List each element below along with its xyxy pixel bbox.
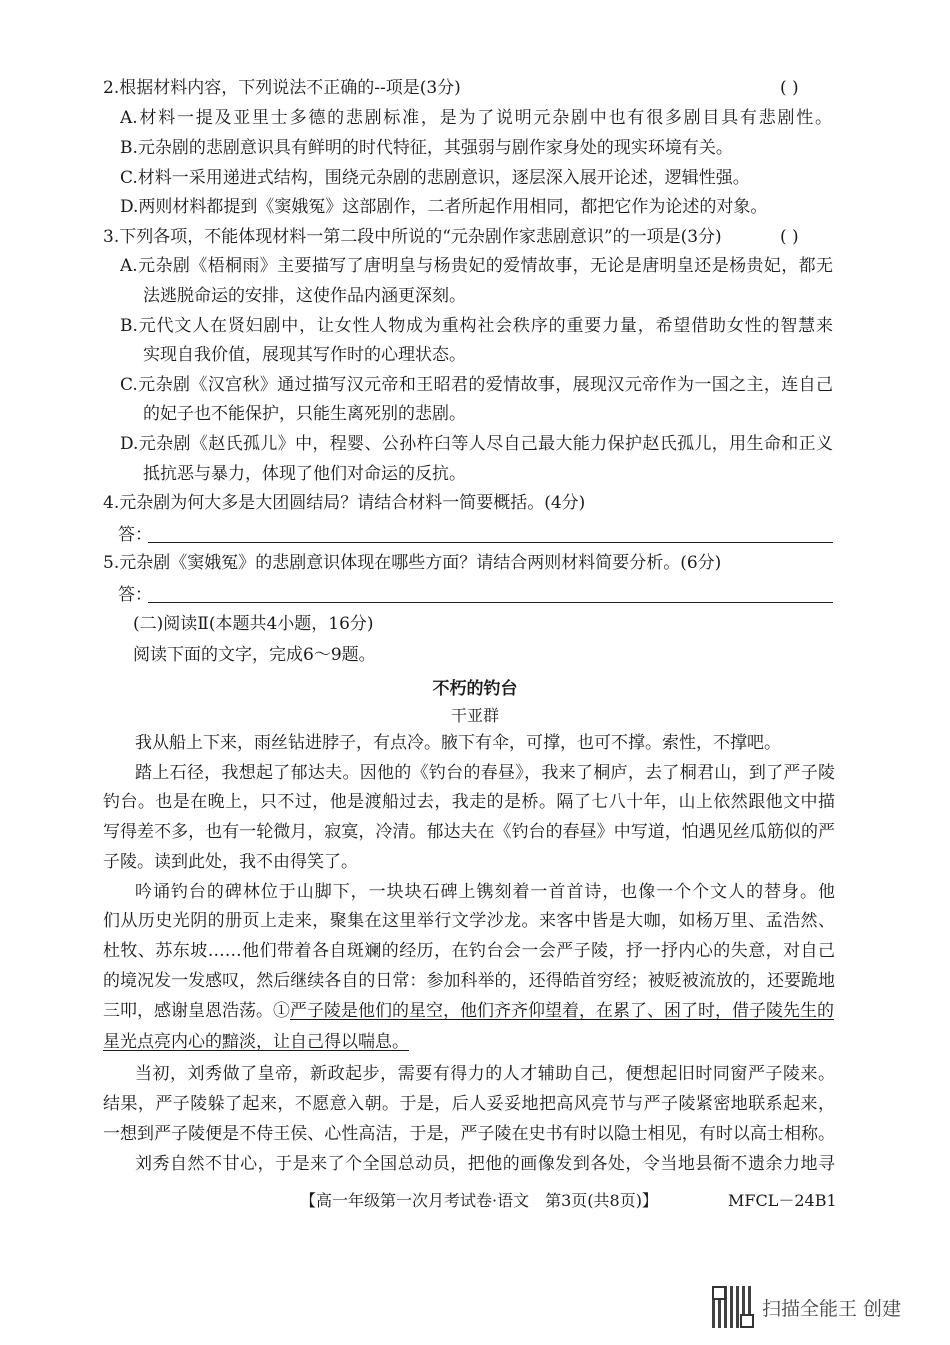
qr-code-icon [712,1286,754,1328]
question-4-answer-label: 答： [118,525,152,545]
question-3-stem: 3.下列各项，不能体现材料一第二段中所说的“元杂剧作家悲剧意识”的一项是(3分) [103,227,722,247]
question-2-stem: 2.根据材料内容，下列说法不正确的--项是(3分) [103,78,461,98]
question-4-stem: 4.元杂剧为何大多是大团圆结局？请结合材料一简要概括。(4分) [103,493,586,513]
question-3-option-b-cont: 实现自我价值，展现其写作时的心理状态。 [143,345,466,365]
underlined-sentence-1: 严子陵是他们的星空，他们齐齐仰望着，在累了、困了时，借子陵先生的 [290,1001,834,1021]
question-2-option-c: C.材料一采用递进式结构，围绕元杂剧的悲剧意识，逐层深入展开论述，逻辑性强。 [120,168,750,188]
question-2-option-d: D.两则材料都提到《窦娥冤》这部剧作，二者所起作用相同，都把它作为论述的对象。 [120,197,768,217]
question-3-option-d: D.元杂剧《赵氏孤儿》中，程婴、公孙杵臼等人尽自己最大能力保护赵氏孤儿，用生命和正义 [120,434,833,454]
question-3-option-a-cont: 法逃脱命运的安排，这使作品内涵更深刻。 [143,286,466,306]
page-footer: 【高一年级第一次月考试卷·语文 第3页(共8页)】 [300,1191,658,1210]
passage-title: 不朽的钓台 [432,679,518,699]
scanner-watermark [712,1286,901,1328]
question-2-answer-paren[interactable]: ( ) [780,78,799,98]
passage-paragraph-1: 我从船上下来，雨丝钻进脖子，有点冷。腋下有伞，可撑，也可不撑。索性，不撑吧。 [135,733,781,753]
passage-paragraph-2-line: 钓台。也是在晚上，只不过，他是渡船过去，我走的是桥。隔了七八十年，山上依然跟他文中描 [103,792,835,812]
passage-paragraph-3-line: 的境况发一发感叹，然后继续各自的日常：参加科举的，还得皓首穷经；被贬被流放的，还要跪地 [103,971,835,991]
passage-paragraph-5-line: 刘秀自然不甘心，于是来了个全国总动员，把他的画像发到各处，令当地县衙不遗余力地寻 [135,1154,835,1174]
passage-paragraph-3-line: 杜牧、苏东坡……他们带着各自斑斓的经历，在钓台会一会严子陵，抒一抒内心的失意，对自己 [103,941,835,961]
question-5-answer-label: 答： [118,585,152,605]
question-3-option-c: C.元杂剧《汉宫秋》通过描写汉元帝和王昭君的爱情故事，展现汉元帝作为一国之主，连自己 [120,375,833,395]
passage-paragraph-3-line: 们从历史光阴的册页上走来，聚集在这里举行文学沙龙。来客中皆是大咖，如杨万里、孟浩然、 [103,911,835,931]
section-heading: (二)阅读Ⅱ(本题共4小题，16分) [133,614,374,634]
question-5-answer-field[interactable] [148,602,833,603]
question-3-option-c-cont: 的妃子也不能保护，只能生离死别的悲剧。 [143,404,466,424]
passage-paragraph-2-line: 踏上石径，我想起了郁达夫。因他的《钓台的春昼》，我来了桐庐，去了桐君山，到了严子陵 [135,763,835,783]
passage-paragraph-3-line [103,1000,834,1022]
question-3-option-a: A.元杂剧《梧桐雨》主要描写了唐明皇与杨贵妃的爱情故事，无论是唐明皇还是杨贵妃，都无 [120,256,833,276]
passage-text: 三叩，感谢皇恩浩荡。① [103,1001,290,1021]
question-3-answer-paren[interactable]: ( ) [780,227,799,247]
passage-paragraph-2-line: 子陵。读到此处，我不由得笑了。 [103,852,358,872]
passage-paragraph-4-line: 当初，刘秀做了皇帝，新政起步，需要有得力的人才辅助自己，便想起旧时同窗严子陵来。 [135,1064,835,1084]
section-instruction: 阅读下面的文字，完成6～9题。 [133,645,376,665]
question-3-option-d-cont: 抵抗恶与暴力，体现了他们对命运的反抗。 [143,464,466,484]
passage-paragraph-4-line: 结果，严子陵躲了起来，不愿意入朝。于是，后人妥妥地把高风亮节与严子陵紧密地联系起来， [103,1094,835,1114]
question-3-option-b: B.元代文人在贤妇剧中，让女性人物成为重构社会秩序的重要力量，希望借助女性的智慧来 [120,316,833,336]
passage-author: 干亚群 [450,706,499,725]
question-2-option-b: B.元杂剧的悲剧意识具有鲜明的时代特征，其强弱与剧作家身处的现实环境有关。 [120,138,733,158]
passage-paragraph-3-line: 吟诵钓台的碑林位于山脚下，一块块石碑上镌刻着一首首诗，也像一个个文人的替身。他 [135,882,835,902]
question-4-answer-field[interactable] [148,542,833,543]
underlined-sentence-1-cont: 星光点亮内心的黯淡，让自己得以喘息。 [103,1032,409,1052]
question-2-option-a: A.材料一提及亚里士多德的悲剧标准，是为了说明元杂剧中也有很多剧目具有悲剧性。 [120,108,832,128]
watermark-text: 扫描全能王 创建 [762,1297,902,1320]
question-5-stem: 5.元杂剧《窦娥冤》的悲剧意识体现在哪些方面？请结合两则材料简要分析。(6分) [103,553,722,573]
passage-paragraph-4-line: 一想到严子陵便是不侍王侯、心性高洁，于是，严子陵在史书有时以隐士相见，有时以高士相称。 [103,1124,835,1144]
exam-code: MFCL－24B1 [728,1191,837,1210]
passage-paragraph-2-line: 写得差不多，也有一轮微月，寂寞，冷清。郁达夫在《钓台的春昼》中写道，怕遇见丝瓜筋似的严 [103,822,835,842]
